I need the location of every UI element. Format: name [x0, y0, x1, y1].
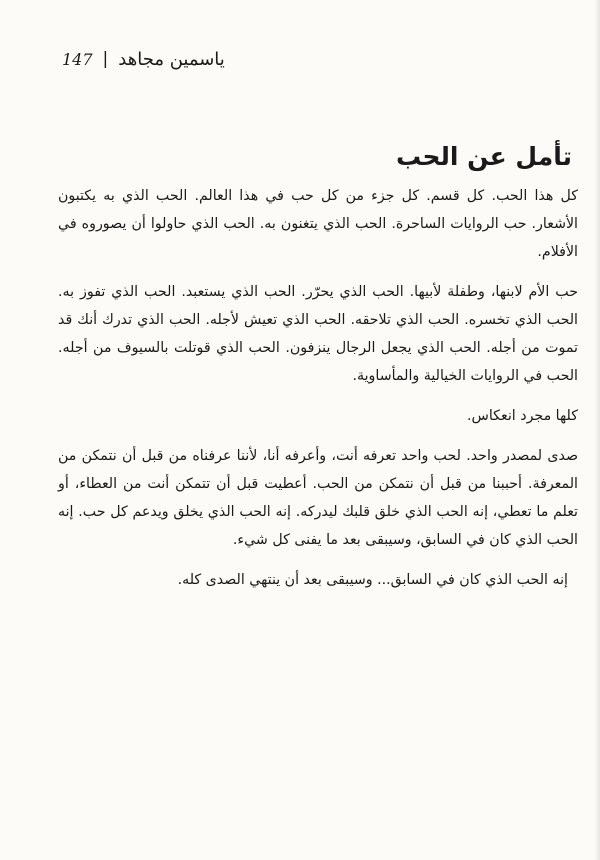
paragraph-4: صدى لمصدر واحد. لحب واحد تعرفه أنت، وأعرفه أنا، لأننا عرفناه من قبل أن نتمكن من المعرفة. أحببنا من قبل أن نتمكن من الحب. أعطيت قبل أن تتمكن أنت من العطاء، أو تعلم ما تعطي، إنه الحب الذي خلق قلبك ليدركه. إنه الحب الذي يخلق ويدعم كل حب. إنه الحب الذي كان في السابق، وسيبقى بعد ما يفنى كل شيء.: [58, 448, 578, 548]
paragraph-2: حب الأم لابنها، وطفلة لأبيها. الحب الذي يحرّر. الحب الذي يستعبد. الحب الذي تفوز به. الحب الذي تخسره. الحب الذي تلاحقه. الحب الذي تعيش لأجله. الحب الذي تدرك أنك قد تموت من أجله. الحب الذي يجعل الرجال ينزفون. الحب الذي قوتلت بالسيوف من أجله. الحب في الروايات الخيالية والمأساوية.: [58, 284, 578, 384]
body-text: [58, 182, 578, 606]
chapter-title: تأمل عن الحب: [396, 142, 572, 171]
paragraph-3: كلها مجرد انعكاس.: [467, 408, 578, 424]
page-edge: [594, 0, 600, 860]
paragraph-5: إنه الحب الذي كان في السابق... وسيبقى بعد أن ينتهي الصدى كله.: [177, 572, 568, 588]
running-header: [62, 44, 542, 74]
page-number: 147: [62, 49, 93, 69]
paragraph-1: كل هذا الحب. كل قسم. كل جزء من كل حب في هذا العالم. الحب الذي به يكتبون الأشعار. حب الروايات الساحرة. الحب الذي يتغنون به. الحب الذي حاولوا أن يصوروه في الأفلام.: [58, 188, 578, 260]
header-separator: |: [102, 49, 109, 69]
author-name: ياسمين مجاهد: [118, 48, 225, 70]
